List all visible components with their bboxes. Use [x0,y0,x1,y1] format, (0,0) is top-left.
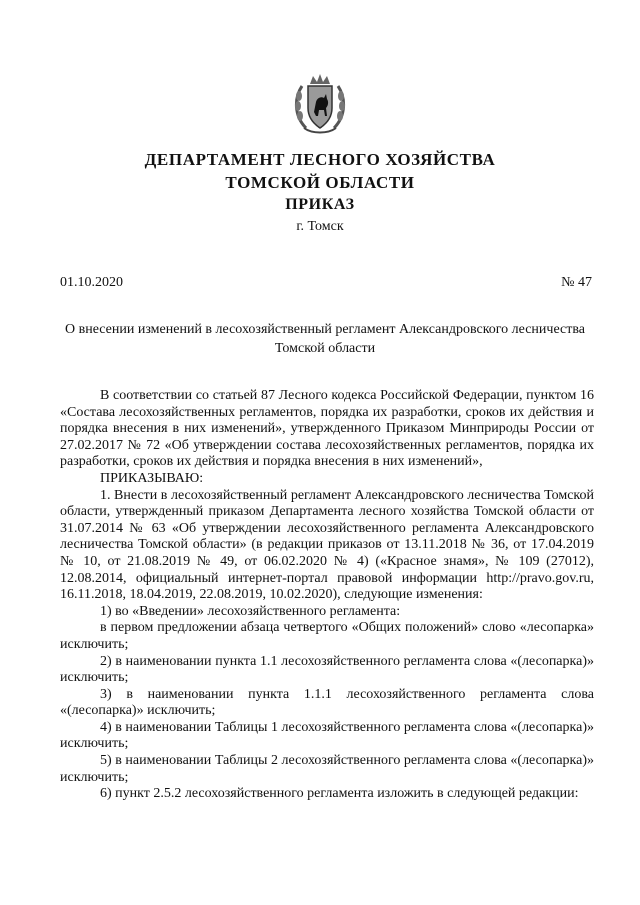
list-item: 2) в наименовании пункта 1.1 лесохозяйственного регламента слова «(лесопарка)» исключить; [60,653,594,686]
department-name-line1: ДЕПАРТАМЕНТ ЛЕСНОГО ХОЗЯЙСТВА [144,150,496,169]
document-body [60,388,594,803]
document-title [60,320,590,358]
clause-1-paragraph: 1. Внести в лесохозяйственный регламент Александровского лесничества Томской области, утвержденный приказом Департамента лесного хозяйства Томской области от 31.07.2014 № 63 «Об утверждении лесохозяйственного регламента Александровского лесничества Томской области» (в редакции приказов от 13.11.2018 № 36, от 17.04.2019 № 10, от 21.08.2019 № 49, от 06.02.2020 № 4) («Красное знамя», № 109 (27012), 12.08.2014, официальный интернет-портал правовой информации http://pravo.gov.ru, 16.11.2018, 18.04.2019, 22.08.2019, 10.02.2020), следующие изменения: [60,487,594,603]
list-item: 6) пункт 2.5.2 лесохозяйственного регламента изложить в следующей редакции: [100,786,579,802]
document-type: ПРИКАЗ [285,196,355,213]
list-item: 4) в наименовании Таблицы 1 лесохозяйственного регламента слова «(лесопарка)» исключить; [60,719,594,752]
department-name-line2: ТОМСКОЙ ОБЛАСТИ [225,173,415,192]
list-item: в первом предложении абзаца четвертого «Общих положений» слово «лесопарка» исключить; [60,620,594,652]
document-title-line1: О внесении изменений в лесохозяйственный регламент Александровского лесничества [65,322,585,337]
list-item: 5) в наименовании Таблицы 2 лесохозяйственного регламента слова «(лесопарка)» исключить; [60,753,594,785]
document-number: № 47 [561,275,592,290]
list-item: 1) во «Введении» лесохозяйственного регламента: [100,603,401,619]
coat-of-arms-icon [292,72,348,136]
document-date: 01.10.2020 [60,275,123,290]
document-title-line2: Томской области [274,341,376,356]
order-word: ПРИКАЗЫВАЮ: [100,470,204,486]
city: г. Томск [296,219,344,234]
list-item: 3) в наименовании пункта 1.1.1 лесохозяйственного регламента слова «(лесопарка)» исключить; [60,686,594,719]
preamble-paragraph: В соответствии со статьей 87 Лесного кодекса Российской Федерации, пунктом 16 «Состава лесохозяйственных регламентов, порядка их разработки, сроков их действия и порядка внесения в них изменений», утвержденного Приказом Минприроды России от 27.02.2017 № 72 «Об утверждении состава лесохозяйственных регламентов, порядка их разработки, сроков их действия и порядка внесения в них изменений», [60,388,594,470]
